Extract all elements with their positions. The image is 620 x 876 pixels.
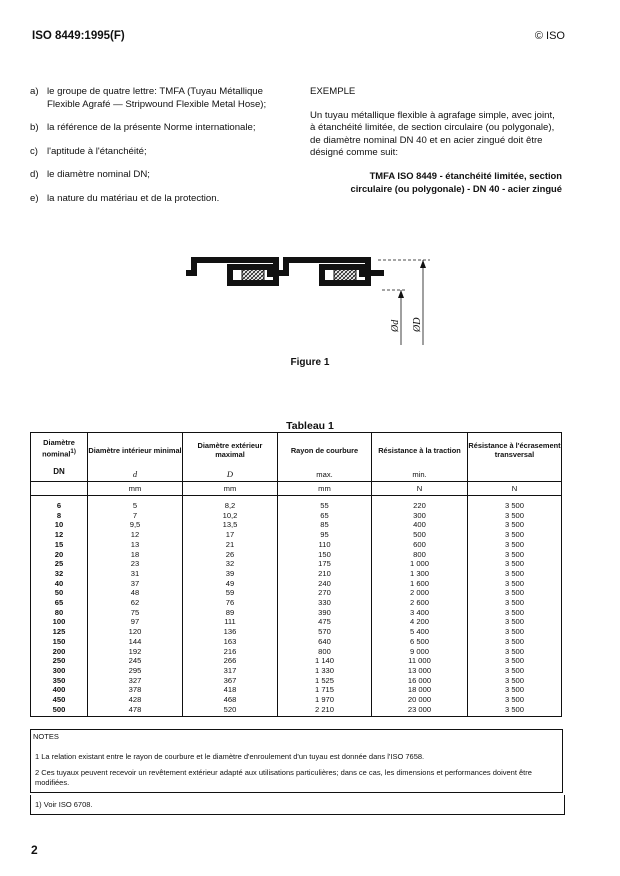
table-cell: 3 500 [468, 685, 562, 695]
table-row [31, 676, 562, 686]
table-cell: 50 [31, 588, 88, 598]
table-cell: 85 [278, 520, 372, 530]
notes-title: NOTES [33, 732, 59, 741]
table-cell: 10,2 [183, 511, 278, 521]
table-cell: 3 500 [468, 569, 562, 579]
table-cell: 15 [31, 540, 88, 550]
table-cell: 49 [183, 579, 278, 589]
table-cell: 300 [31, 666, 88, 676]
table-cell: 450 [31, 695, 88, 705]
table-row [31, 588, 562, 598]
table-row [31, 550, 562, 560]
table-cell: 31 [88, 569, 183, 579]
table-row [31, 559, 562, 569]
table-cell: 270 [278, 588, 372, 598]
table-cell: 3 500 [468, 637, 562, 647]
table-cell: 48 [88, 588, 183, 598]
table-cell: 9 000 [372, 647, 468, 657]
list-item [30, 146, 282, 159]
list-item [30, 169, 282, 182]
table-cell: 13 000 [372, 666, 468, 676]
table-cell: 111 [183, 617, 278, 627]
table-cell: 3 500 [468, 598, 562, 608]
table-cell: 8,2 [183, 501, 278, 511]
table-cell: 3 500 [468, 647, 562, 657]
table-row [31, 569, 562, 579]
table-cell: 3 500 [468, 666, 562, 676]
table-cell: 390 [278, 608, 372, 618]
table-cell: 2 600 [372, 598, 468, 608]
table-cell: 4 200 [372, 617, 468, 627]
table-cell: 144 [88, 637, 183, 647]
table-cell: 2 210 [278, 705, 372, 717]
table-cell: 240 [278, 579, 372, 589]
table-row [31, 579, 562, 589]
arrow-head [420, 260, 426, 268]
table-cell: 266 [183, 656, 278, 666]
table-cell: 18 [88, 550, 183, 560]
table-cell: 600 [372, 540, 468, 550]
table-cell: 317 [183, 666, 278, 676]
table-cell: 55 [278, 501, 372, 511]
table-cell: 25 [31, 559, 88, 569]
copyright-mark: © ISO [534, 30, 565, 42]
table-cell: 6 [31, 501, 88, 511]
table-cell: 300 [372, 511, 468, 521]
table-cell: 1 970 [278, 695, 372, 705]
table-cell: 220 [372, 501, 468, 511]
note-item: 1 La relation existant entre le rayon de courbure et le diamètre d'enroulement d'un tuyau est donnée dans l'ISO 7658. [35, 752, 425, 761]
arrow-head [398, 290, 404, 298]
table-cell: 3 500 [468, 695, 562, 705]
table-cell: 39 [183, 569, 278, 579]
table-row [31, 617, 562, 627]
table-row [31, 627, 562, 637]
table-cell: 210 [278, 569, 372, 579]
table-cell: 23 [88, 559, 183, 569]
table-cell: 7 [88, 511, 183, 521]
table-cell: 9,5 [88, 520, 183, 530]
table-cell: 32 [31, 569, 88, 579]
table-cell: 150 [31, 637, 88, 647]
table-cell: 1 000 [372, 559, 468, 569]
table-cell: 250 [31, 656, 88, 666]
list-item-label: c) [30, 145, 38, 157]
table-cell: 40 [31, 579, 88, 589]
table-cell: 3 500 [468, 705, 562, 717]
qualifier-min: min. [372, 467, 468, 482]
table-cell: 175 [278, 559, 372, 569]
list-item-text: la nature du matériau et de la protection. [47, 192, 220, 204]
table-cell: 163 [183, 637, 278, 647]
table-cell: 400 [372, 520, 468, 530]
note-item: 2 Ces tuyaux peuvent recevoir un revêtement extérieur adapté aux utilisations particulières; dans ce cas, les dimensions et performances doivent être modifiées. [35, 768, 532, 787]
table-cell: 640 [278, 637, 372, 647]
table-cell: 216 [183, 647, 278, 657]
symbol-D: D [183, 467, 278, 482]
table-cell: 520 [183, 705, 278, 717]
table-row [31, 530, 562, 540]
table-row [31, 637, 562, 647]
table-row [31, 647, 562, 657]
table-cell: 2 000 [372, 588, 468, 598]
table-cell: 125 [31, 627, 88, 637]
list-item-label: a) [30, 86, 39, 97]
table-cell: 32 [183, 559, 278, 569]
standard-reference: ISO 8449:1995(F) [32, 30, 125, 42]
table-cell: 13 [88, 540, 183, 550]
table-cell: 327 [88, 676, 183, 686]
hose-profile-figure [180, 250, 440, 345]
table-cell: 20 [31, 550, 88, 560]
table-cell: 1 140 [278, 656, 372, 666]
table-cell: 21 [183, 540, 278, 550]
list-item [30, 122, 282, 135]
table-cell: 5 400 [372, 627, 468, 637]
table-cell: 37 [88, 579, 183, 589]
table-cell: 295 [88, 666, 183, 676]
table-cell: 3 500 [468, 511, 562, 521]
unit-cell: N [468, 482, 562, 496]
unit-cell: mm [183, 482, 278, 496]
table-cell: 367 [183, 676, 278, 686]
table-cell: 80 [31, 608, 88, 618]
table-row [31, 540, 562, 550]
example-designation [310, 170, 562, 195]
table-cell: 350 [31, 676, 88, 686]
unit-cell: mm [278, 482, 372, 496]
seal-packing [242, 265, 264, 282]
table-cell: 570 [278, 627, 372, 637]
table-cell: 18 000 [372, 685, 468, 695]
list-item [30, 86, 282, 111]
table-cell: 8 [31, 511, 88, 521]
table-row [31, 608, 562, 618]
table-cell: 478 [88, 705, 183, 717]
example-block [310, 86, 562, 195]
table-cell: 65 [278, 511, 372, 521]
col-header-dn-sub: DN [53, 467, 65, 477]
table-cell: 500 [31, 705, 88, 717]
table-cell: 3 500 [468, 520, 562, 530]
table-cell: 3 500 [468, 579, 562, 589]
table-row [31, 520, 562, 530]
table-cell: 3 400 [372, 608, 468, 618]
table-row [31, 511, 562, 521]
footnote: 1) Voir ISO 6708. [30, 795, 565, 815]
label-d: Ød [390, 319, 401, 332]
table-cell: 245 [88, 656, 183, 666]
hose-profile-drawing [180, 250, 440, 345]
table-cell: 3 500 [468, 540, 562, 550]
table-cell: 120 [88, 627, 183, 637]
table-cell: 12 [31, 530, 88, 540]
table-cell: 475 [278, 617, 372, 627]
list-item-text: la référence de la présente Norme internationale; [47, 122, 256, 134]
table-cell: 3 500 [468, 656, 562, 666]
list-item [30, 193, 282, 206]
unit-cell: mm [88, 482, 183, 496]
data-table [30, 432, 562, 717]
example-title: EXEMPLE [310, 86, 356, 97]
seal-packing [334, 265, 356, 282]
designation-line-2: circulaire (ou polygonale) - DN 40 - acier zingué [350, 182, 562, 194]
table-cell: 150 [278, 550, 372, 560]
table-cell: 500 [372, 530, 468, 540]
table-row [31, 501, 562, 511]
table-cell: 3 500 [468, 501, 562, 511]
table-cell: 13,5 [183, 520, 278, 530]
table-cell: 76 [183, 598, 278, 608]
col-header-dn: Diamètre nominal$^{1)}$ DN [31, 433, 88, 482]
table-cell: 10 [31, 520, 88, 530]
table-cell: 3 500 [468, 530, 562, 540]
unit-cell: N [372, 482, 468, 496]
table-cell: 1 300 [372, 569, 468, 579]
list-item-text: le groupe de quatre lettre: TMFA (Tuyau Métallique Flexible Agrafé — Stripwound Flexible Metal Hose); [47, 86, 267, 110]
table-cell: 5 [88, 501, 183, 511]
table-row [31, 695, 562, 705]
table-cell: 23 000 [372, 705, 468, 717]
table-cell: 1 330 [278, 666, 372, 676]
table-cell: 468 [183, 695, 278, 705]
table-cell: 3 500 [468, 559, 562, 569]
list-item-label: d) [30, 169, 39, 181]
table-cell: 20 000 [372, 695, 468, 705]
table-cell: 26 [183, 550, 278, 560]
unit-cell [31, 482, 88, 496]
notes-box [30, 729, 563, 793]
list-item-label: b) [30, 122, 39, 134]
designation-line-1: TMFA ISO 8449 - étanchéité limitée, section [369, 169, 562, 181]
table-cell: 3 500 [468, 550, 562, 560]
table-cell: 428 [88, 695, 183, 705]
table-row [31, 705, 562, 717]
table-cell: 800 [372, 550, 468, 560]
table-cell: 97 [88, 617, 183, 627]
table-cell: 1 525 [278, 676, 372, 686]
qualifier-max: max. [278, 467, 372, 482]
symbol-d: d [88, 467, 183, 482]
table-cell: 65 [31, 598, 88, 608]
example-text: Un tuyau métallique flexible à agrafage simple, avec joint, à étanchéité limitée, de section circulaire (ou polygonale), de diamètre nominal DN 40 et en acier zingué doit être désigné comme suit: [310, 109, 555, 159]
list-item-label: e) [30, 192, 39, 204]
table-cell: 3 500 [468, 627, 562, 637]
table-cell: 1 600 [372, 579, 468, 589]
table-cell: 3 500 [468, 676, 562, 686]
table-cell: 800 [278, 647, 372, 657]
table-cell: 11 000 [372, 656, 468, 666]
table-row [31, 666, 562, 676]
table-cell: 200 [31, 647, 88, 657]
table-cell: 418 [183, 685, 278, 695]
table-cell: 95 [278, 530, 372, 540]
table-cell: 378 [88, 685, 183, 695]
col-header-inner-diameter: Diamètre intérieur minimal [88, 433, 183, 468]
col-header-crush: Résistance à l'écrasement transversal [468, 433, 562, 468]
table-row [31, 598, 562, 608]
table-cell: 59 [183, 588, 278, 598]
qualifier-empty [468, 467, 562, 482]
designation-list [30, 86, 282, 217]
col-header-tensile: Résistance à la traction [372, 433, 468, 468]
table-cell: 16 000 [372, 676, 468, 686]
table-cell: 110 [278, 540, 372, 550]
table-cell: 17 [183, 530, 278, 540]
list-item-text: le diamètre nominal DN; [47, 169, 150, 181]
label-D: ØD [412, 317, 423, 332]
table-cell: 400 [31, 685, 88, 695]
table-cell: 330 [278, 598, 372, 608]
table-cell: 136 [183, 627, 278, 637]
table-cell: 75 [88, 608, 183, 618]
table-cell: 3 500 [468, 617, 562, 627]
col-header-bend-radius: Rayon de courbure [278, 433, 372, 468]
list-item-text: l'aptitude à l'étanchéité; [47, 145, 147, 157]
table-cell: 3 500 [468, 608, 562, 618]
table-cell: 1 715 [278, 685, 372, 695]
figure-caption: Figure 1 [290, 357, 330, 368]
table-cell: 6 500 [372, 637, 468, 647]
page-number: 2 [31, 843, 38, 857]
table-row [31, 656, 562, 666]
table-cell: 89 [183, 608, 278, 618]
table-title: Tableau 1 [286, 420, 334, 432]
table-cell: 100 [31, 617, 88, 627]
table-cell: 12 [88, 530, 183, 540]
table-body [31, 501, 562, 717]
table-cell: 3 500 [468, 588, 562, 598]
table-cell: 62 [88, 598, 183, 608]
col-header-outer-diameter: Diamètre extérieur maximal [183, 433, 278, 468]
table-row [31, 685, 562, 695]
table-cell: 192 [88, 647, 183, 657]
